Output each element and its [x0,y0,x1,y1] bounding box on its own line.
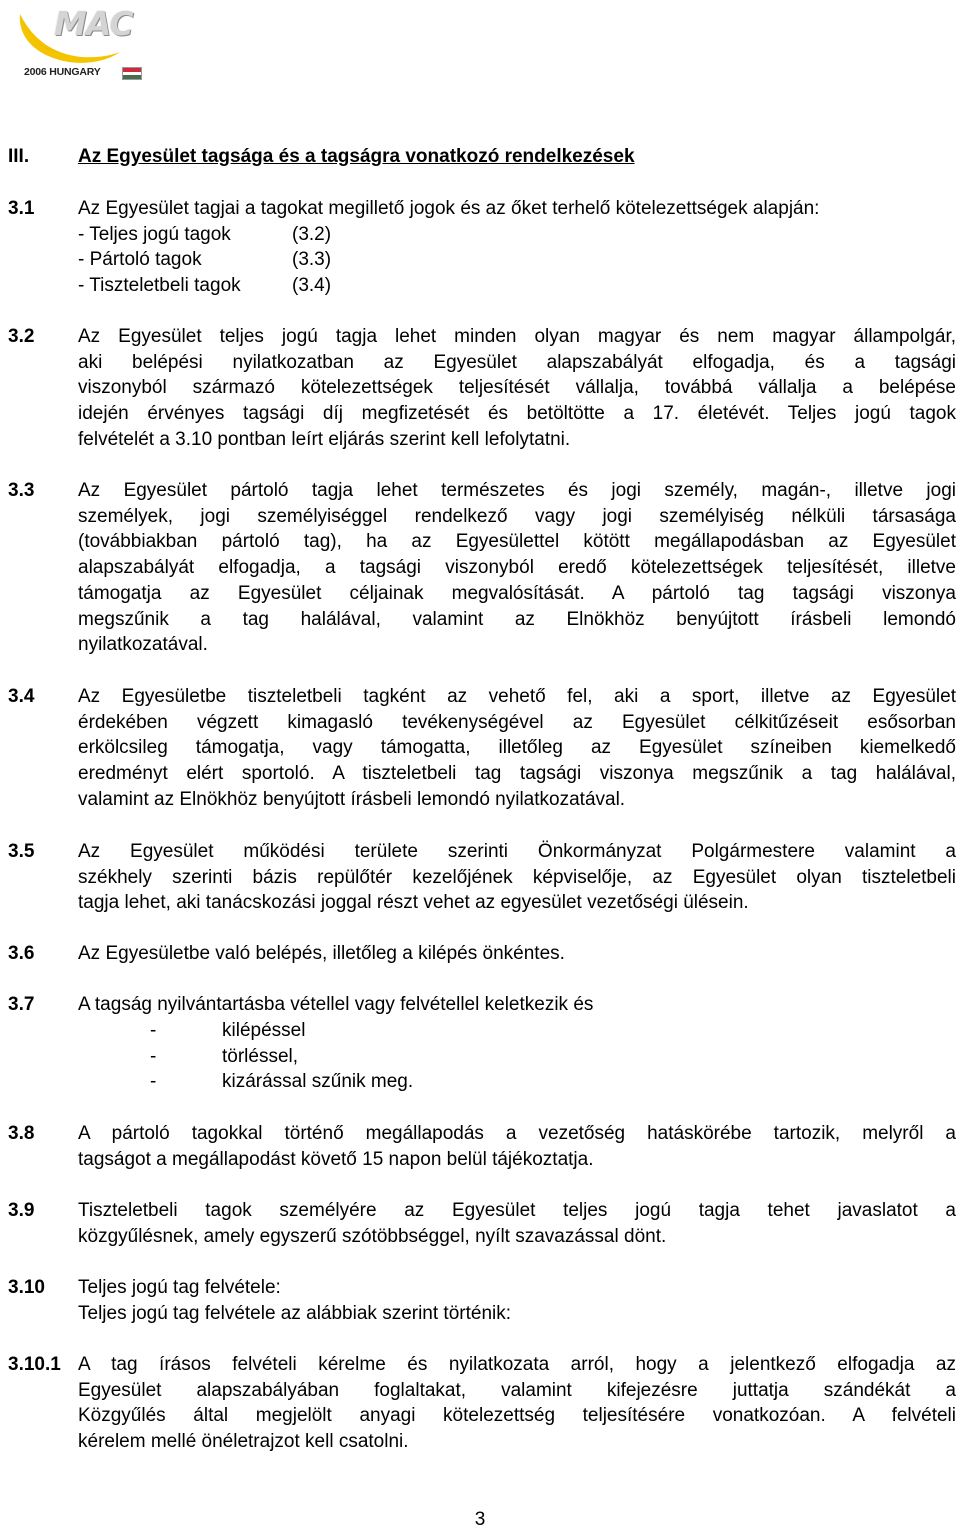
text-line: Az Egyesület működési területe szerinti Önkormányzat Polgármestere valamint a [78,841,956,862]
list-dash: - [150,1071,157,1092]
text-line: (továbbiakban pártoló tag), ha az Egyesülettel kötött megállapodásban az Egyesület [78,531,956,553]
logo-subtitle: 2006 HUNGARY [24,66,101,78]
clause-number-3-3: 3.3 [8,480,35,501]
clause-3-8-text [78,1121,956,1172]
text-line: székhely szerinti bázis repülőtér kezelőjének képviselője, az Egyesület olyan tiszteletbeli [78,866,956,888]
mac-2006-hungary-logo [14,2,136,82]
text-line: támogatja az Egyesület céljainak megvalósítását. A pártoló tag tagsági viszonya [78,582,956,604]
clause-number-3-6: 3.6 [8,943,35,964]
text-line: kérelem mellé önéletrajzot kell csatolni. [78,1431,409,1453]
member-type-label: - Teljes jogú tagok [78,224,231,245]
text-line: eredményt elért sportoló. A tiszteletbeli tag tagsági viszonya megszűnik a tag halálával, [78,763,956,785]
clause-3-5-text [78,839,956,916]
text-line: érdekében végzett kimagasló tevékenységével az Egyesület célkitűzéseit esősorban [78,711,956,733]
clause-3-6-text: Az Egyesületbe való belépés, illetőleg a kilépés önkéntes. [78,943,565,964]
clause-number-3-10-1: 3.10.1 [8,1354,61,1375]
clause-3-4-text [78,684,956,813]
member-type-label: - Tiszteletbeli tagok [78,275,241,296]
text-line: Közgyűlés által megjelölt anyagi kötelezettség teljesítésére vonatkozóan. A felvételi [78,1405,956,1427]
clause-number-3-9: 3.9 [8,1200,35,1221]
text-line: személyek, jogi személyiséggel rendelkező vagy jogi személyiség nélküli társasága [78,505,956,527]
text-line: A tag írásos felvételi kérelme és nyilatkozata arról, hogy a jelentkező elfogadja az [78,1354,956,1375]
list-item: törléssel, [222,1046,299,1067]
clause-3-10-title: Teljes jogú tag felvétele: [78,1277,281,1298]
clause-number-3-2: 3.2 [8,326,35,347]
text-line: felvételét a 3.10 pontban leírt eljárás szerint kell lefolytatni. [78,428,571,450]
text-line: idején érvényes tagsági díj megfizetését és betöltötte a 17. életévét. Teljes jogú tagok [78,403,956,425]
list-item: kilépéssel [222,1020,306,1041]
text-line: valamint az Elnökhöz benyújtott írásbeli lemondó nyilatkozatával. [78,788,626,810]
section-title: Az Egyesület tagsága és a tagságra vonatkozó rendelkezések [78,146,635,167]
list-dash: - [150,1020,157,1041]
text-line: Az Egyesület pártoló tagja lehet természetes és jogi személy, magán-, illetve jogi [78,480,956,501]
text-line: tagságot a megállapodást követő 15 napon belül tájékoztatja. [78,1148,594,1170]
text-line: Az Egyesület teljes jogú tagja lehet minden olyan magyar és nem magyar állampolgár, [78,326,956,347]
member-type-label: - Pártoló tagok [78,249,202,270]
clause-3-3-text [78,478,956,658]
text-line: erkölcsileg támogatja, vagy támogatta, illetőleg az Egyesület színeiben kiemelkedő [78,737,956,759]
text-line: A pártoló tagokkal történő megállapodás a vezetőség hatáskörébe tartozik, melyről a [78,1123,956,1144]
text-line: alapszabályát elfogadja, a tagsági viszonyból eredő kötelezettségek teljesítését, illetve [78,557,956,579]
text-line: aki belépési nyilatkozatban az Egyesület alapszabályát elfogadja, és a tagsági [78,351,956,373]
clause-number-3-5: 3.5 [8,841,35,862]
clause-3-10-1-text [78,1352,956,1455]
clause-3-10-text: Teljes jogú tag felvétele az alábbiak szerint történik: [78,1303,512,1324]
clause-3-9-text [78,1198,956,1249]
hungarian-flag-icon [122,67,142,80]
member-type-ref: (3.2) [292,224,332,245]
text-line: Tiszteletbeli tagok személyére az Egyesület teljes jogú tagja tehet javaslatot a [78,1200,956,1221]
member-type-ref: (3.4) [292,275,332,296]
text-line: tagja lehet, aki tanácskozási joggal részt vehet az egyesület vezetőségi ülésein. [78,892,749,914]
page-number: 3 [474,1509,486,1530]
clause-number-3-8: 3.8 [8,1123,35,1144]
section-number: III. [8,146,30,167]
text-line: megszűnik a tag halálával, valamint az Elnökhöz benyújtott írásbeli lemondó [78,608,956,630]
member-type-ref: (3.3) [292,249,332,270]
clause-number-3-4: 3.4 [8,686,35,707]
clause-3-2-text [78,324,956,453]
text-line: Az Egyesületbe tiszteletbeli tagként az vehető fel, aki a sport, illetve az Egyesület [78,686,956,707]
clause-number-3-10: 3.10 [8,1277,45,1298]
list-dash: - [150,1046,157,1067]
clause-number-3-1: 3.1 [8,198,35,219]
text-line: viszonyból származó kötelezettségek teljesítését vállalja, továbbá vállalja a belépése [78,377,956,399]
clause-3-7-intro: A tagság nyilvántartásba vétellel vagy felvétellel keletkezik és [78,994,594,1015]
text-line: közgyűlésnek, amely egyszerű szótöbbséggel, nyílt szavazással dönt. [78,1225,667,1247]
text-line: Egyesület alapszabályában foglaltakat, valamint kifejezésre juttatja szándékát a [78,1379,956,1401]
clause-3-1-intro: Az Egyesület tagjai a tagokat megillető jogok és az őket terhelő kötelezettségek alapján: [78,198,820,219]
clause-number-3-7: 3.7 [8,994,35,1015]
list-item: kizárással szűnik meg. [222,1071,414,1092]
text-line: nyilatkozatával. [78,634,208,656]
logo-wordmark: MAC [54,4,133,43]
